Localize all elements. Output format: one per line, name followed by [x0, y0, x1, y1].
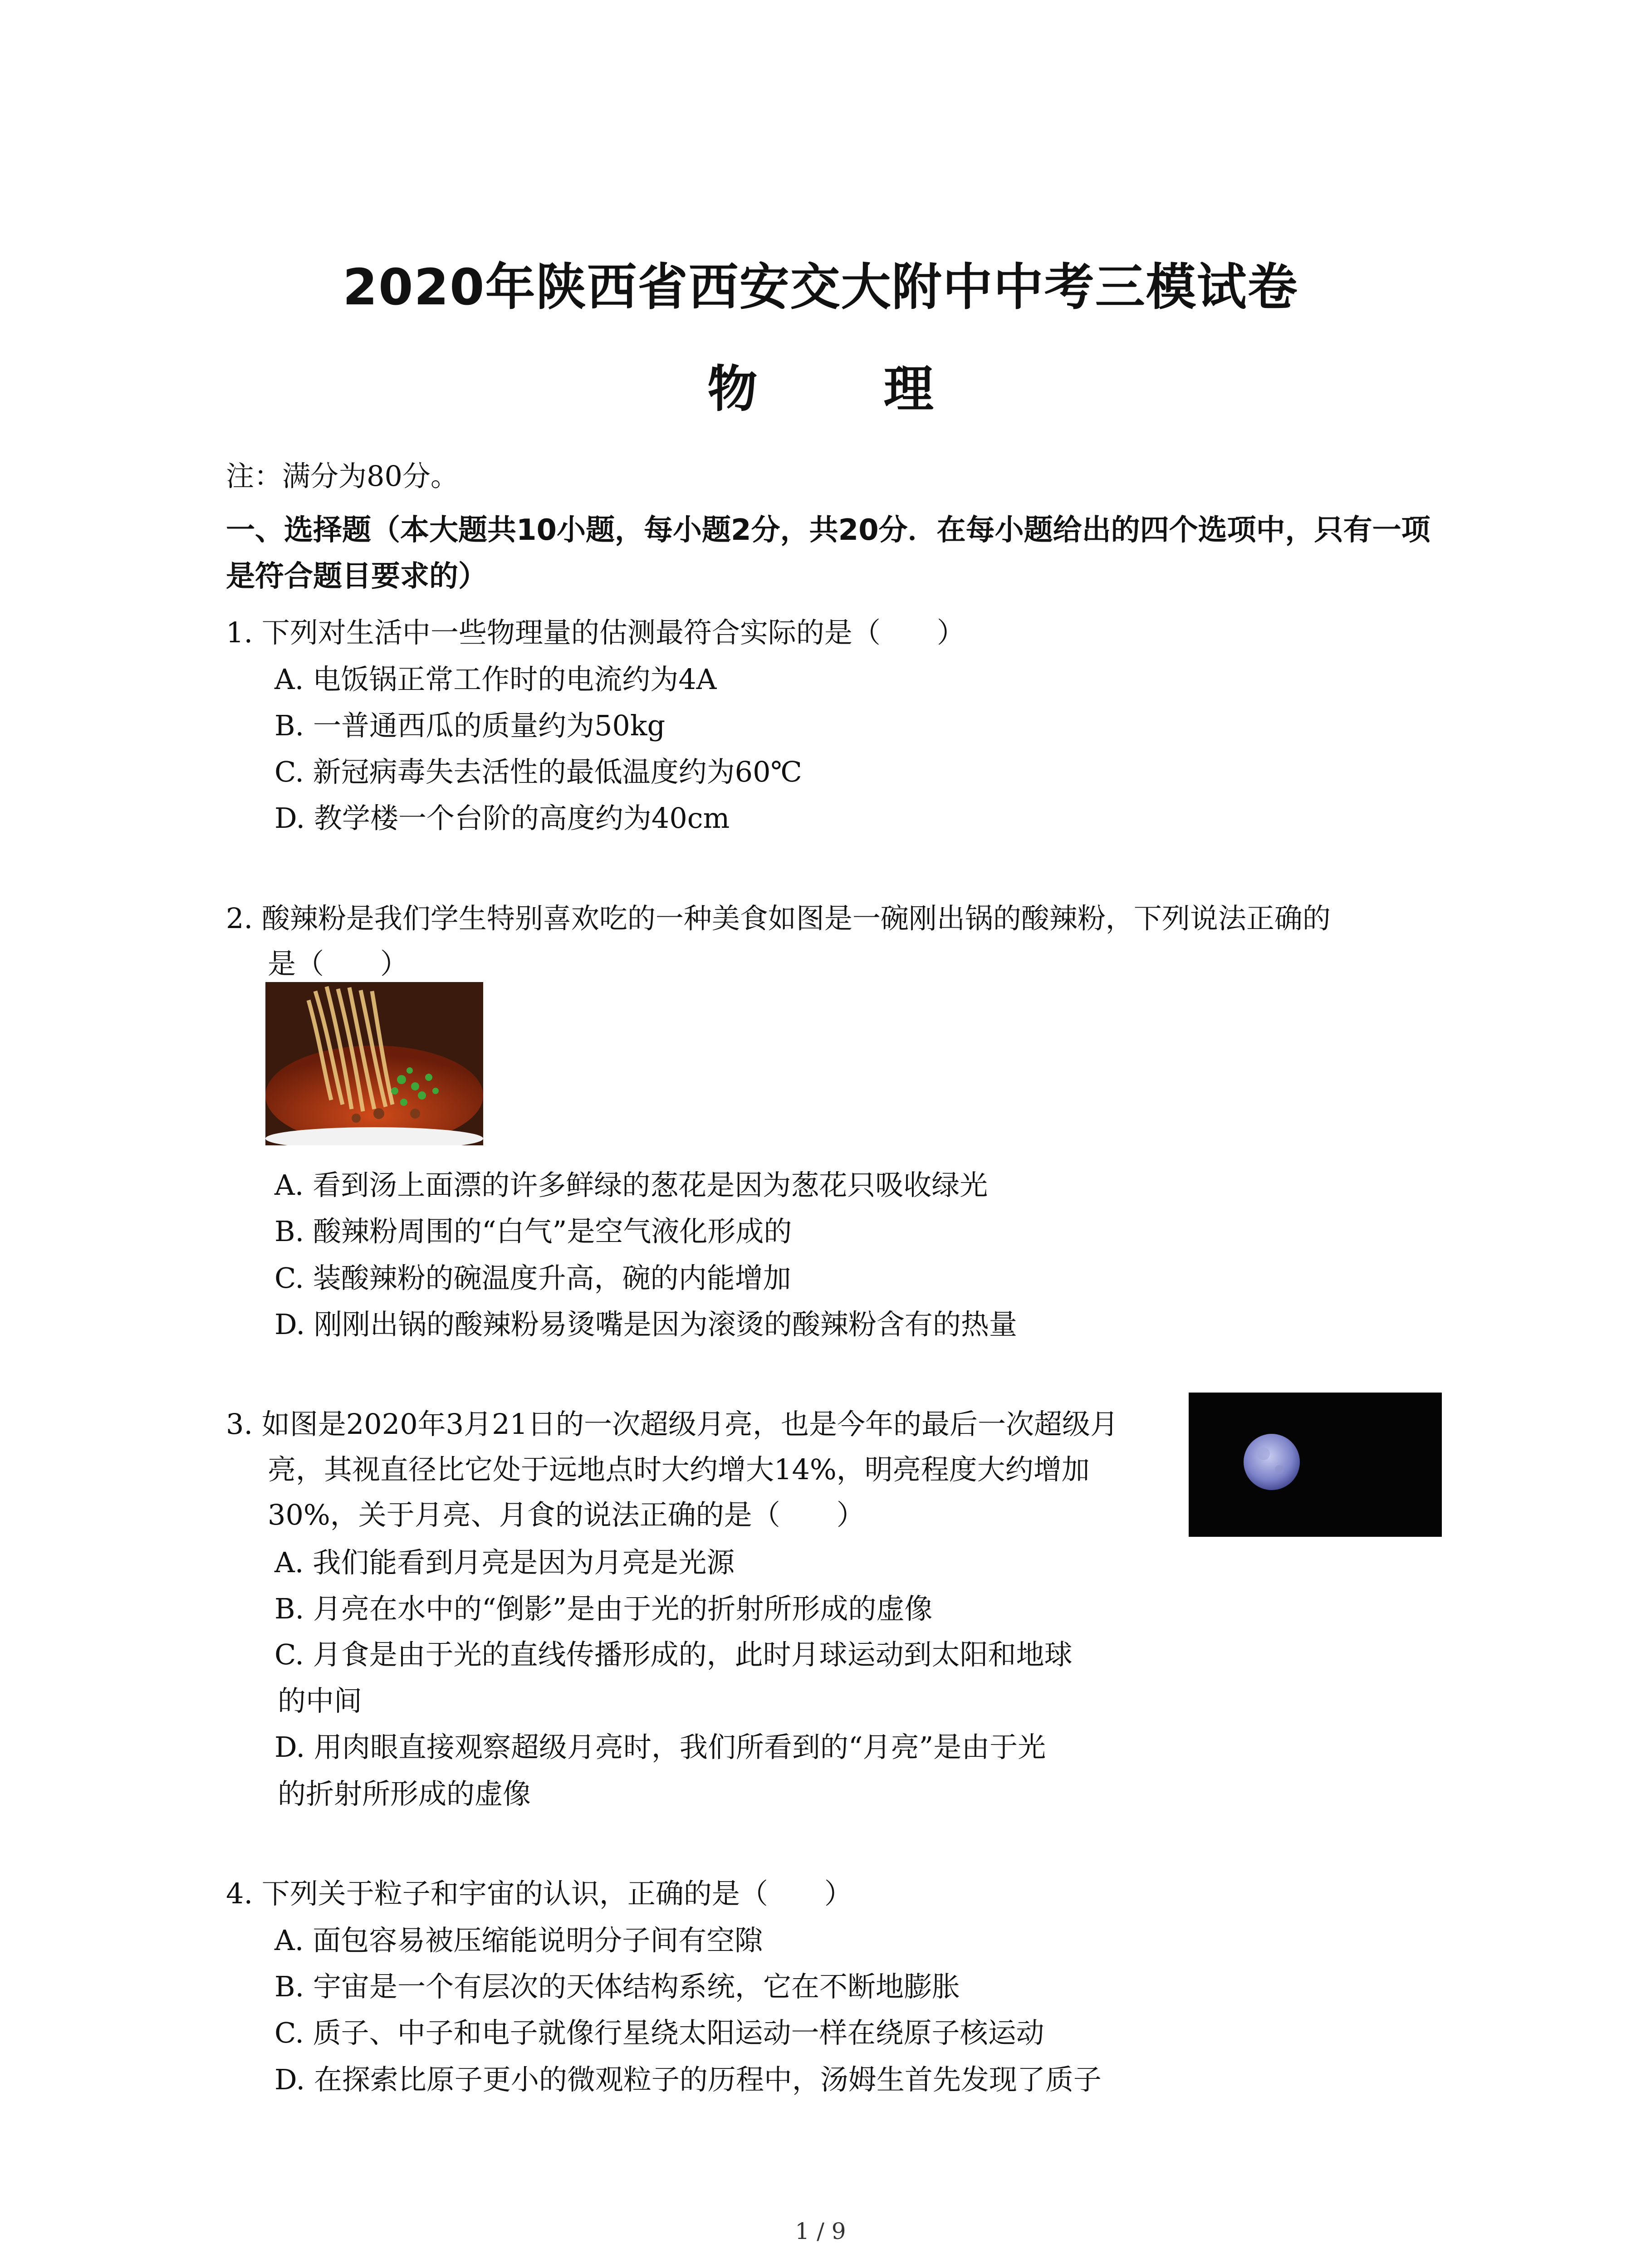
question-3-option-d: D. 用肉眼直接观察超级月亮时，我们所看到的“月亮”是由于光	[274, 1730, 1046, 1764]
supermoon-photo	[1189, 1393, 1442, 1537]
question-2-stem-cont: 是（ ）	[268, 947, 409, 980]
question-3-option-c: C. 月食是由于光的直线传播形成的，此时月球运动到太阳和地球	[274, 1638, 1073, 1671]
section-heading: 一、选择题（本大题共10小题，每小题2分，共20分．在每小题给出的四个选项中，只有一项是符合题目要求的）	[226, 513, 1430, 593]
noodle-bowl-photo	[265, 982, 483, 1145]
question-1-stem: 1. 下列对生活中一些物理量的估测最符合实际的是（ ）	[226, 616, 965, 649]
question-1-option-b: B. 一普通西瓜的质量约为50kg	[274, 709, 666, 742]
page-number: 1 / 9	[795, 2218, 846, 2244]
question-3-stem-cont-1: 亮，其视直径比它处于远地点时大约增大14%，明亮程度大约增加	[268, 1453, 1090, 1486]
question-3-option-a: A. 我们能看到月亮是因为月亮是光源	[274, 1546, 735, 1579]
question-3-option-b: B. 月亮在水中的“倒影”是由于光的折射所形成的虚像	[274, 1592, 933, 1625]
question-3-stem-cont-2: 30%，关于月亮、月食的说法正确的是（ ）	[268, 1498, 865, 1531]
question-2-option-c: C. 装酸辣粉的碗温度升高，碗的内能增加	[274, 1261, 791, 1295]
question-3-option-d-cont: 的折射所形成的虚像	[278, 1777, 531, 1810]
question-3-stem: 3. 如图是2020年3月21日的一次超级月亮，也是今年的最后一次超级月	[226, 1408, 1118, 1441]
question-4-option-b: B. 宇宙是一个有层次的天体结构系统，它在不断地膨胀	[274, 1970, 960, 2003]
subject-title: 物 理	[707, 360, 988, 418]
question-2-option-a: A. 看到汤上面漂的许多鲜绿的葱花是因为葱花只吸收绿光	[274, 1168, 988, 1202]
score-note: 注：满分为80分。	[226, 459, 459, 493]
exam-title: 2020年陕西省西安交大附中中考三模试卷	[343, 258, 1298, 316]
question-1-option-a: A. 电饭锅正常工作时的电流约为4A	[274, 663, 717, 696]
question-4-option-d: D. 在探索比原子更小的微观粒子的历程中，汤姆生首先发现了质子	[274, 2063, 1102, 2096]
question-2-option-b: B. 酸辣粉周围的“白气”是空气液化形成的	[274, 1215, 792, 1248]
question-1-option-c: C. 新冠病毒失去活性的最低温度约为60℃	[274, 755, 802, 788]
question-2-option-d: D. 刚刚出锅的酸辣粉易烫嘴是因为滚烫的酸辣粉含有的热量	[274, 1308, 1017, 1341]
question-1-option-d: D. 教学楼一个台阶的高度约为40cm	[274, 802, 730, 835]
question-2-stem: 2. 酸辣粉是我们学生特别喜欢吃的一种美食如图是一碗刚出锅的酸辣粉，下列说法正确的	[226, 902, 1331, 935]
question-4-option-a: A. 面包容易被压缩能说明分子间有空隙	[274, 1924, 763, 1957]
question-4-stem: 4. 下列关于粒子和宇宙的认识，正确的是（ ）	[226, 1877, 852, 1910]
question-3-option-c-cont: 的中间	[278, 1684, 362, 1717]
question-4-option-c: C. 质子、中子和电子就像行星绕太阳运动一样在绕原子核运动	[274, 2016, 1044, 2049]
